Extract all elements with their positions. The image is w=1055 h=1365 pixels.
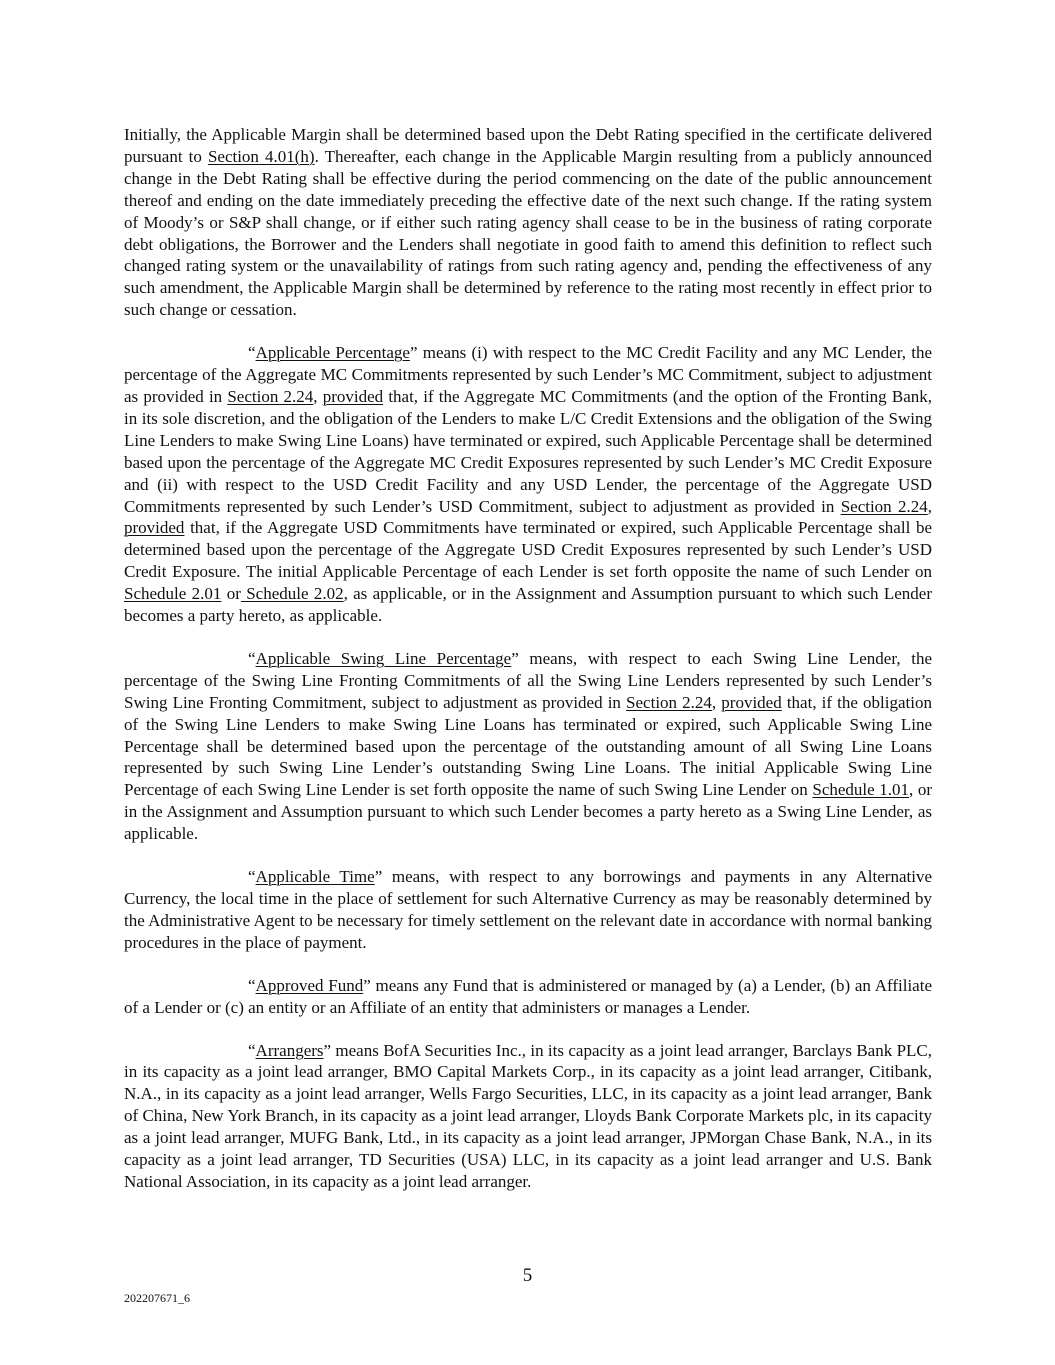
text-segment: ” means BofA Securities Inc., in its capacity as a joint lead arranger, Barclays Bank PLC, in its capacity as a joint lead arranger, BMO Capital Markets Corp., in its capacity as a joint lead arranger, Citibank, N.A., in its capacity as a joint lead arranger, Wells Fargo Securities, LLC, in its capacity as a joint lead arranger, Bank of China, New York Branch, in its capacity as a joint lead arranger, Lloyds Bank Corporate Markets plc, in its capacity as a joint lead arranger, MUFG Bank, Ltd., in its capacity as a joint lead arranger, JPMorgan Chase Bank, N.A., in its capacity as a joint lead arranger, TD Securities (USA) LLC, in its capacity as a joint lead arranger and U.S. Bank National Association, in its capacity as a joint lead arranger. <box>124 1040 932 1191</box>
paragraph-applicable-percentage <box>124 342 932 627</box>
defined-term-reference: Arrangers <box>255 1040 324 1060</box>
text-segment: , or in the Assignment and Assumption pursuant to which such Lender becomes a party hereto as a Swing Line Lender, as applicable. <box>124 780 932 844</box>
page-number: 5 <box>522 1265 533 1286</box>
text-segment: ” means, with respect to each Swing Line Lender, the percentage of the Swing Line Fronting Commitments of all the Swing Line Lenders represented by such Lender’s Swing Line Fronting Commitment, subject to adjustment as provided in <box>124 648 932 712</box>
defined-term-reference: Applicable Swing Line Percentage <box>255 648 512 668</box>
paragraph-applicable-swing-line-percentage <box>124 648 932 845</box>
defined-term-reference: Applicable Time <box>255 867 375 887</box>
text-segment: “ <box>248 1040 256 1060</box>
text-segment: Initially, the Applicable Margin shall be determined based upon the Debt Rating specified in the certificate delivered pursuant to <box>124 125 932 166</box>
text-segment: ” means (i) with respect to the MC Credit Facility and any MC Lender, the percentage of the Aggregate MC Commitments represented by such Lender’s MC Commitment, subject to adjustment as provided in <box>124 343 932 406</box>
defined-term-reference: Section 2.24 <box>626 692 712 712</box>
text-segment: that, if the Aggregate USD Commitments have terminated or expired, such Applicable Percentage shall be determined based upon the percentage of the Aggregate USD Credit Exposures represented by such Lender’s USD Credit Exposure. The initial Applicable Percentage of each Lender is set forth opposite the name of such Lender on <box>124 518 932 582</box>
text-segment: or <box>221 584 241 604</box>
text-segment: “ <box>248 975 256 995</box>
text-segment: . Thereafter, each change in the Applicable Margin resulting from a publicly announced change in the Debt Rating shall be effective during the period commencing on the date of the public announcement thereof and ending on the date immediately preceding the effective date of the next such change. If the rating system of Moody’s or S&P shall change, or if either such rating agency shall cease to be in the business of rating corporate debt obligations, the Borrower and the Lenders shall negotiate in good faith to amend this definition to reflect such changed rating system or the unavailability of ratings from such rating agency and, pending the effectiveness of any such amendment, the Applicable Margin shall be determined by reference to the rating most recently in effect prior to such change or cessation. <box>124 146 932 320</box>
text-segment: “ <box>248 648 256 668</box>
defined-term-reference: Applicable Percentage <box>255 343 410 363</box>
text-segment: , <box>711 692 722 712</box>
defined-term-reference: provided <box>322 386 384 406</box>
text-segment: that, if the Aggregate MC Commitments (and the option of the Fronting Bank, in its sole discretion, and the obligation of the Lenders to make L/C Credit Extensions and the obligation of the Swing Line Lenders to make Swing Line Loans) have terminated or expired, such Applicable Percentage shall be determined based upon the percentage of the Aggregate MC Credit Exposures represented by such Lender’s MC Credit Exposure and (ii) with respect to the USD Credit Facility and any USD Lender, the percentage of the Aggregate USD Commitments represented by such Lender’s USD Commitment, subject to adjustment as provided in <box>124 386 932 516</box>
text-segment: , as applicable, or in the Assignment and Assumption pursuant to which such Lender becomes a party hereto, as applicable. <box>124 584 932 626</box>
defined-term-reference: Section 2.24 <box>840 496 928 516</box>
defined-term-reference: Section 2.24 <box>227 386 314 406</box>
document-body <box>124 124 932 1214</box>
paragraph-applicable-time <box>124 866 932 954</box>
text-segment: “ <box>248 343 256 363</box>
defined-term-reference: Approved Fund <box>255 975 364 995</box>
defined-term-reference: provided <box>721 692 782 712</box>
text-segment: ” means, with respect to any borrowings and payments in any Alternative Currency, the local time in the place of settlement for such Alternative Currency as may be reasonably determined by the Administrative Agent to be necessary for timely settlement on the relevant date in accordance with normal banking procedures in the place of payment. <box>124 867 932 952</box>
paragraph-arrangers <box>124 1040 932 1193</box>
document-id: 202207671_6 <box>124 1291 190 1305</box>
paragraph-approved-fund <box>124 975 932 1019</box>
text-segment: “ <box>248 867 256 887</box>
defined-term-reference: Schedule 2.01 <box>124 584 222 604</box>
text-segment: ” means any Fund that is administered or managed by (a) a Lender, (b) an Affiliate of a Lender or (c) an entity or an Affiliate of an entity that administers or manages a Lender. <box>124 975 932 1017</box>
text-segment: , <box>313 386 323 406</box>
text-segment: , <box>927 496 932 516</box>
defined-term-reference: provided <box>124 518 185 538</box>
defined-term-reference: Schedule 2.02 <box>240 584 344 604</box>
text-segment: that, if the obligation of the Swing Line Lenders to make Swing Line Loans has terminated or expired, such Applicable Swing Line Percentage shall be determined based upon the percentage of the outstanding amount of all Swing Line Loans represented by such Swing Line Lender’s outstanding Swing Line Loans. The initial Applicable Swing Line Percentage of each Swing Line Lender is set forth opposite the name of such Swing Line Lender on <box>124 692 932 800</box>
defined-term-reference: Section 4.01(h) <box>207 146 315 166</box>
paragraph-applicable-margin <box>124 124 932 321</box>
defined-term-reference: Schedule 1.01 <box>812 780 909 800</box>
